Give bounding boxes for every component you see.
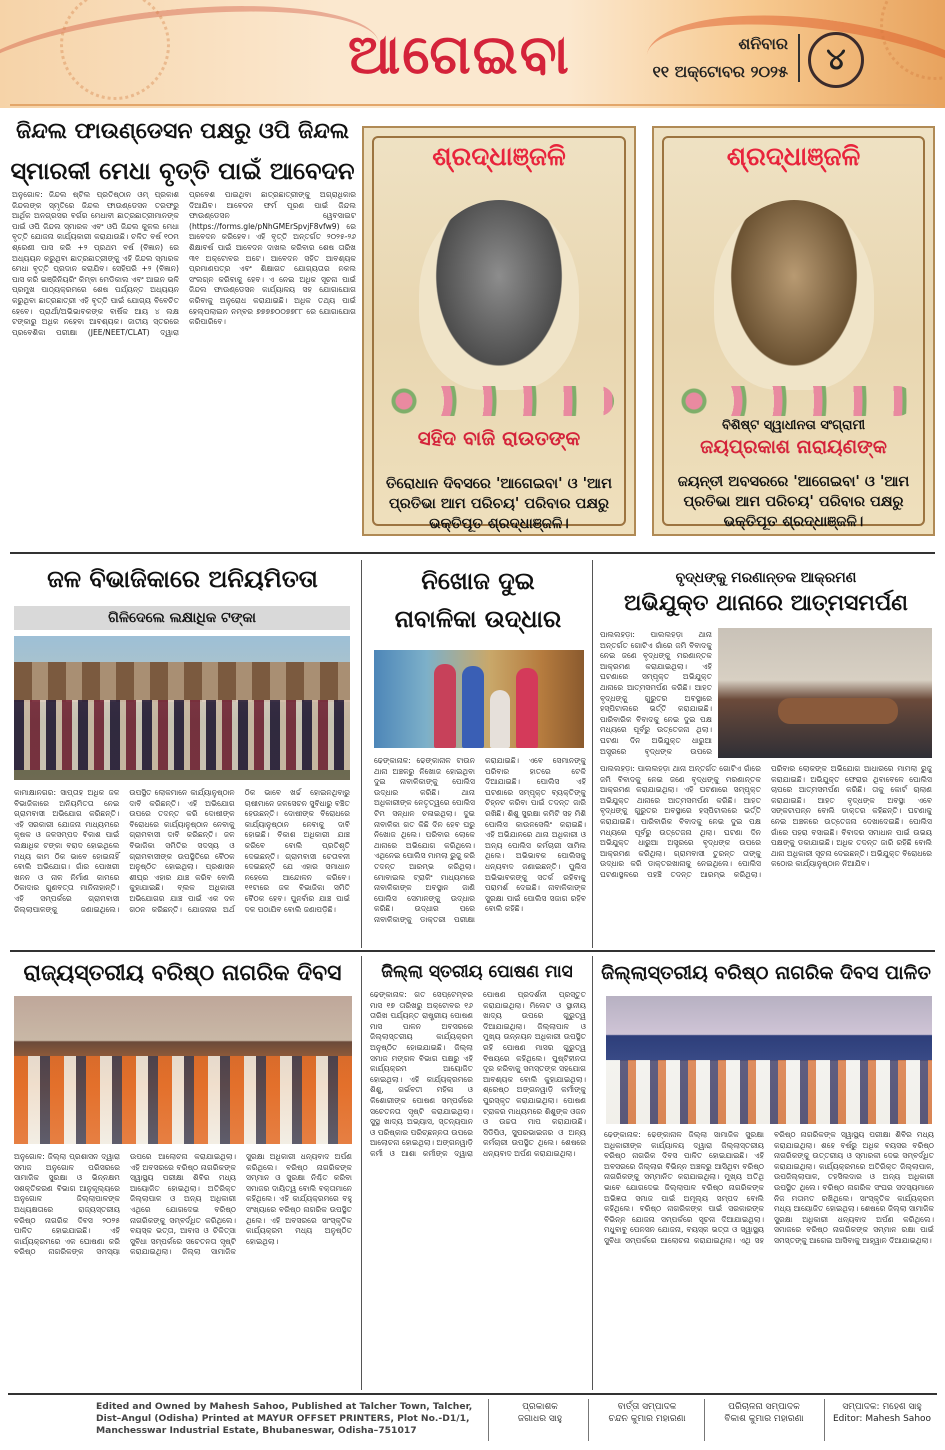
decorative-swirl (0, 0, 385, 108)
section-rule (10, 552, 935, 554)
tribute-name: ସହିଦ ବାଜି ରାଉତଙ୍କ (417, 426, 581, 450)
section-rule (10, 950, 935, 952)
tribute-ad-jp-narayan (652, 126, 935, 536)
tribute-subtitle: ବିଶିଷ୍ଟ ସ୍ୱାଧୀନତା ସଂଗ୍ରାମୀ (721, 418, 866, 433)
page-number-badge: ୪ (808, 32, 864, 88)
news-photo-senior-citizens-event (14, 996, 352, 1144)
article-kicker: ବୃଦ୍ଧଙ୍କୁ ମରଣାନ୍ତକ ଆକ୍ରମଣ (675, 570, 857, 586)
news-editor-credit (594, 1401, 700, 1425)
photo-building (14, 662, 350, 702)
credit-name: ସମ୍ପାଦକ: ମହେଶ ସାହୁ (842, 1402, 922, 1412)
article-body: କାମାକ୍ଷାନଗର: ସାପ୍ତାହ ଅଧିକ ଜଳ ବିଭାଜିକାରେ ଅନିୟମିତତା ନେଇ ଗ୍ରାମବାସୀ ଅଭିଯୋଗ କରିଛନ୍ତି। ଏହି ସରକାରୀ ଯୋଜନା ମାଧ୍ୟମରେ କୃଷକ ଓ ଜଳସମ୍ପଦ ବିକାଶ ପାଇଁ ଲକ୍ଷାଧିକ ଟଙ୍କା ବରାଦ ହୋଇଥିଲେ ମଧ୍ୟ କାମ ଠିକ ଭାବେ ହୋଇନାହିଁ ବୋଲି ଅଭିଯୋଗ। ଗାଁର ପୋଖରୀ ଖନନ ଓ ନାଳ ନିର୍ମାଣ କାମରେ ଠିକାଦାର ଗୁଣବତ୍ତା ମାନିନାହାନ୍ତି। ଏହି ସମ୍ପର୍କରେ ଗ୍ରାମବାସୀ ଜିଲ୍ଲାପାଳଙ୍କୁ ଜଣାଇଥିଲେ। ଉପସ୍ଥିତ ଲୋକମାନେ କାର୍ଯ୍ୟାନୁଷ୍ଠାନ ଦାବି କରିଛନ୍ତି। ଏହି ଅଭିଯୋଗ ଉପରେ ତଦନ୍ତ କରି ଦୋଷୀଙ୍କ ବିରୋଧରେ କାର୍ଯ୍ୟାନୁଷ୍ଠାନ ନେବାକୁ ଗ୍ରାମବାସୀ ଦାବି କରିଛନ୍ତି। ଜଳ ବିଭାଜିକା ସମିତିର ସଦସ୍ୟ ଓ ଗ୍ରାମବାସୀଙ୍କ ଉପସ୍ଥିତିରେ ବୈଠକ ଅନୁଷ୍ଠିତ ହୋଇଥିଲା। ପ୍ରଶାସନ ଶୀଘ୍ର ଏହାର ଯାଞ୍ଚ କରିବ ବୋଲି କୁହାଯାଇଛି। ବ୍ଲକ ଅଧିକାରୀ ଅଭିଯୋଗର ଯାଞ୍ଚ ପାଇଁ ଏକ ଦଳ ଗଠନ କରିଛନ୍ତି। ଯୋଜନାର ଅର୍ଥ ଠିକ ଭାବେ ଖର୍ଚ୍ଚ ହୋଇନଥିବାରୁ ଚାଷୀମାନେ ଜଳସେଚନ ସୁବିଧାରୁ ବଞ୍ଚିତ ହେଉଛନ୍ତି। ଦୋଷୀଙ୍କ ବିରୋଧରେ କାର୍ଯ୍ୟାନୁଷ୍ଠାନ ନେବାକୁ ଦାବି ହୋଇଛି। ବିକାଶ ଅଧିକାରୀ ଯାଞ୍ଚ କରିବେ ବୋଲି ପ୍ରତିଶୃତି ଦେଇଛନ୍ତି। ଗ୍ରାମବାସୀ ଚେତାବନୀ ଦେଇଛନ୍ତି ଯେ ଏହାର ସମାଧାନ ନହେଲେ ଆନ୍ଦୋଳନ କରିବେ। ୧୧ଟାରେ ଜଳ ବିଭାଜିକା ସମିତି ବୈଠକ ହେବ। ପୁନର୍ବାର ଯାଞ୍ଚ ପାଇଁ ଦଳ ପଠାଯିବ ବୋଲି ଜଣାପଡ଼ିଛି। (14, 788, 350, 914)
footer-divider (704, 1399, 705, 1441)
masthead-rule (10, 104, 935, 106)
article-headline: ରାଜ୍ୟସ୍ତରୀୟ ବରିଷ୍ଠ ନାଗରିକ ଦିବସ (23, 960, 342, 986)
column-rule (361, 956, 362, 1390)
credit-name: ଚନ୍ଦନ କୁମାର ମହାରଣା (608, 1414, 686, 1424)
article-headline (368, 566, 588, 634)
issue-day: ଶନିବାର (738, 34, 788, 53)
imprint-text (96, 1401, 476, 1437)
column-rule (592, 956, 593, 1390)
article-body: ପାଲଲହଡ଼ା: ପାଲଲହଡ଼ା ଥାନା ଅନ୍ତର୍ଗତ ଗୋଟିଏ ଗାଁରେ ଜମି ବିବାଦକୁ ନେଇ ଜଣେ ବୃଦ୍ଧଙ୍କୁ ମରଣାନ୍ତକ ଆକ୍ରମଣ କରାଯାଇଥିଲା। ଏହି ଘଟଣାରେ ସମ୍ପୃକ୍ତ ଅଭିଯୁକ୍ତ ଥାନାରେ ଆତ୍ମସମର୍ପଣ କରିଛି। ଆହତ ବୃଦ୍ଧଙ୍କୁ ଗୁରୁତର ଅବସ୍ଥାରେ ହସ୍ପିଟାଲରେ ଭର୍ତ୍ତି କରାଯାଇଛି। ପାରିବାରିକ ବିବାଦକୁ ନେଇ ଦୁଇ ପକ୍ଷ ମଧ୍ୟରେ ପୂର୍ବରୁ ଉତ୍ତେଜନା ଥିଲା। ଘଟଣା ଦିନ ଅଭିଯୁକ୍ତ ଧାରୁଆ ଅସ୍ତ୍ରରେ ବୃଦ୍ଧଙ୍କ ଉପରେ ଆକ୍ରମଣ କରିଥିଲା। ଗ୍ରାମବାସୀ ତୁରନ୍ତ ତାଙ୍କୁ ଉଦ୍ଧାର କରି ଡାକ୍ତରଖାନାକୁ ନେଇଥିଲେ। ପୋଲିସ ଘଟଣାସ୍ଥଳରେ ପହଞ୍ଚି ତଦନ୍ତ ଆରମ୍ଭ କରିଥିଲା। ପରିବାର ଲୋକଙ୍କ ଅଭିଯୋଗ ଆଧାରରେ ମାମଲା ରୁଜୁ କରାଯାଇଛି। ଅଭିଯୁକ୍ତ ଫେରାର ଥିବାବେଳେ ପୋଲିସ ଚାପରେ ଆତ୍ମସମର୍ପଣ କରିଛି। ତାକୁ କୋର୍ଟ ଚାଲାଣ କରାଯାଇଛି। ଆହତ ବୃଦ୍ଧଙ୍କ ଅବସ୍ଥା ଏବେ ସଙ୍କଟାପନ୍ନ ବୋଲି ଡାକ୍ତର କହିଛନ୍ତି। ଘଟଣାକୁ ନେଇ ଅଞ୍ଚଳରେ ଉତ୍ତେଜନା ଦେଖାଦେଇଛି। ପୋଲିସ ଗାଁରେ ପହରା ବସାଇଛି। ବିବାଦର ସମାଧାନ ପାଇଁ ଉଭୟ ପକ୍ଷଙ୍କୁ ଡକାଯାଇଛି। ଅଧିକ ତଦନ୍ତ ଜାରି ରହିଛି ବୋଲି ଥାନା ଅଧିକାରୀ ସୂଚନା ଦେଇଛନ୍ତି। ଅଭିଯୁକ୍ତ ବିରୋଧରେ କଠୋର କାର୍ଯ୍ୟାନୁଷ୍ଠାନ ନିଆଯିବ। (600, 764, 932, 879)
article-body: ଅନୁଗୋଳ: ଜିଲ୍ଲା ପ୍ରଶାସନ ଦ୍ୱାରା ସମାଜ ଅନୁଗୋଳ ପରିସରରେ ସାମାଜିକ ସୁରକ୍ଷା ଓ ଭିନ୍ନକ୍ଷମ ସଶକ୍ତିକରଣ ବିଭାଗ ଆନୁକୂଲ୍ୟରେ ଅନୁଗୋଳ ଜିଲ୍ଲାପାଳଙ୍କ ଅଧ୍ୟକ୍ଷତାରେ ରାଜ୍ୟସ୍ତରୀୟ ବରିଷ୍ଠ ନାଗରିକ ଦିବସ ୨୦୨୫ ପାଳିତ ହୋଇଯାଇଛି। ଏହି କାର୍ଯ୍ୟକ୍ରମରେ ଏକ ଘୋଷଣା କରି ବରିଷ୍ଠ ନାଗରିକଙ୍କ ସମସ୍ୟା ଉପରେ ଆଲୋଚନା କରାଯାଇଥିଲା। ଏହି ଅବସରରେ ବରିଷ୍ଠ ନାଗରିକଙ୍କ ସ୍ୱାସ୍ଥ୍ୟ ପରୀକ୍ଷା ଶିବିର ମଧ୍ୟ ଆୟୋଜିତ ହୋଇଥିଲା। ଅତିରିକ୍ତ ଜିଲ୍ଲାପାଳ ଓ ଅନ୍ୟ ଅଧିକାରୀ ଏଥିରେ ଯୋଗଦେଇ ବରିଷ୍ଠ ନାଗରିକଙ୍କୁ ସମ୍ବର୍ଦ୍ଧିତ କରିଥିଲେ। ବୟସ୍କ ଭତ୍ତା, ଆବାସ ଓ ଚିକିତ୍ସା ସୁବିଧା ସମ୍ପର୍କରେ ସଚେତନତା ସୃଷ୍ଟି କରାଯାଇଥିଲା। ଜିଲ୍ଲା ସାମାଜିକ ସୁରକ୍ଷା ଅଧିକାରୀ ଧନ୍ୟବାଦ ଅର୍ପଣ କରିଥିଲେ। ବରିଷ୍ଠ ନାଗରିକଙ୍କ ସମ୍ମାନ ଓ ସୁରକ୍ଷା ନିଶ୍ଚିତ କରିବା ସମାଜର ଦାୟିତ୍ୱ ବୋଲି ବକ୍ତାମାନେ କହିଥିଲେ। ଏହି କାର୍ଯ୍ୟକ୍ରମରେ ବହୁ ସଂଖ୍ୟାରେ ବରିଷ୍ଠ ନାଗରିକ ଉପସ୍ଥିତ ଥିଲେ। ଏହି ଅବସରରେ ସାଂସ୍କୃତିକ କାର୍ଯ୍ୟକ୍ରମ ମଧ୍ୟ ଅନୁଷ୍ଠିତ ହୋଇଥିଲା। (14, 1152, 352, 1257)
article-headline: ଜିଲ୍ଲାସ୍ତରୀୟ ବରିଷ୍ଠ ନାଗରିକ ଦିବସ ପାଳିତ (601, 962, 931, 984)
news-photo-villagers (14, 636, 350, 780)
headline-line: ଜିନ୍ଦଲ ଫାଉଣ୍ଡେସନ ପକ୍ଷରୁ ଓପି ଜିନ୍ଦଲ (16, 118, 349, 144)
managing-editor-credit (708, 1401, 820, 1425)
credit-name: ବିକାଶ କୁମାର ମହାରଣା (724, 1414, 804, 1424)
imprint-line: Edited and Owned by Mahesh Sahoo, Published at Talcher Town, Talcher, (96, 1401, 473, 1412)
footer-divider (488, 1399, 489, 1441)
credit-name: Editor: Mahesh Sahoo (832, 1414, 932, 1424)
newspaper-title: ଆଗେଇବା (348, 22, 571, 86)
tribute-title: ଶ୍ରଦ୍ଧାଞ୍ଜଳି (726, 142, 861, 172)
article-headline: ଅଭିଯୁକ୍ତ ଥାନାରେ ଆତ୍ମସମର୍ପଣ (624, 590, 908, 616)
publisher-credit (496, 1401, 584, 1425)
article-subheadline: ଗିଳିଦେଲେ ଲକ୍ଷାଧିକ ଟଙ୍କା (14, 606, 350, 630)
photo-patient (778, 698, 898, 724)
masthead (0, 0, 945, 108)
news-photo-rescued-girls (374, 650, 584, 748)
imprint-line: Dist–Angul (Odisha) Printed at MAYUR OFFSET PRINTERS, Plot No.-D1/1, (96, 1413, 470, 1424)
flower-garland-decoration (674, 386, 913, 416)
tribute-message: ତିରୋଧାନ ଦିବସରେ 'ଆଗେଇବା' ଓ 'ଆମ ପ୍ରତିଭା ଆମ ପରିଚୟ' ପରିବାର ପକ୍ଷରୁ ଭକ୍ତିପୂତ ଶ୍ରଦ୍ଧାଞ୍ଜଳି। (386, 475, 612, 532)
article-headline: ଜିଲ୍ଲା ସ୍ତରୀୟ ପୋଷଣ ମାସ (381, 962, 573, 982)
credit-label: ପରିଚାଳନା ସମ୍ପାଦକ (728, 1402, 800, 1412)
flower-garland-decoration (384, 386, 614, 416)
article-body-intro: ପାଲଲହଡ଼ା: ପାଲଲହଡ଼ା ଥାନା ଅନ୍ତର୍ଗତ ଗୋଟିଏ ଗାଁରେ ଜମି ବିବାଦକୁ ନେଇ ଜଣେ ବୃଦ୍ଧଙ୍କୁ ମରଣାନ୍ତକ ଆକ୍ରମଣ କରାଯାଇଥିଲା। ଏହି ଘଟଣାରେ ସମ୍ପୃକ୍ତ ଅଭିଯୁକ୍ତ ଥାନାରେ ଆତ୍ମସମର୍ପଣ କରିଛି। ଆହତ ବୃଦ୍ଧଙ୍କୁ ଗୁରୁତର ଅବସ୍ଥାରେ ହସ୍ପିଟାଲରେ ଭର୍ତ୍ତି କରାଯାଇଛି। ପାରିବାରିକ ବିବାଦକୁ ନେଇ ଦୁଇ ପକ୍ଷ ମଧ୍ୟରେ ପୂର୍ବରୁ ଉତ୍ତେଜନା ଥିଲା। ଘଟଣା ଦିନ ଅଭିଯୁକ୍ତ ଧାରୁଆ ଅସ୍ତ୍ରରେ ବୃଦ୍ଧଙ୍କ ଉପରେ (600, 630, 712, 756)
editor-credit (828, 1401, 936, 1425)
credit-name: ଜଗାଧର ସାହୁ (517, 1414, 563, 1424)
column-rule (592, 560, 593, 948)
masthead-divider (798, 34, 800, 82)
photo-person (490, 690, 510, 748)
column-rule (361, 560, 362, 948)
tribute-message: ଜୟନ୍ତୀ ଅବସରରେ 'ଆଗେଇବା' ଓ 'ଆମ ପ୍ରତିଭା ଆମ ପରିଚୟ' ପରିବାର ପକ୍ଷରୁ ଭକ୍ତିପୂତ ଶ୍ରଦ୍ଧାଞ୍ଜଳି। (677, 473, 910, 530)
article-headline: ଜଳ ବିଭାଜିକାରେ ଅନିୟମିତତା (47, 564, 318, 593)
photo-person (462, 666, 484, 748)
headline-line: ନାବାଳିକା ଉଦ୍ଧାର (394, 604, 562, 633)
footer-divider (824, 1399, 825, 1441)
news-photo-hospital (718, 628, 932, 758)
photo-person (516, 668, 538, 748)
article-body: ଅନୁଗୋଳ: ଜିନ୍ଦଲ ଷ୍ଟିଲ ପ୍ରତିଷ୍ଠାନ ଓମ୍ ପ୍ରକାଶ ଜିନ୍ଦଲଙ୍କ ସ୍ମୃତିରେ ଜିନ୍ଦଲ ଫାଉଣ୍ଡେସନ ତରଫରୁ ଆର୍ଥିକ ଅନଗ୍ରସର ବର୍ଗର ମେଧାବୀ ଛାତ୍ରଛାତ୍ରୀମାନଙ୍କ ପାଇଁ ଓପି ଜିନ୍ଦଲ ସ୍ମାରକ ଏବଂ ଓପି ଜିନ୍ଦଲ କୁଳଲ ମେଧା ବୃତ୍ତି ଯୋଜନା କାର୍ଯ୍ୟକାରୀ କରାଯାଉଛି। ଚଳିତ ବର୍ଷ ୧୦ମ ଶ୍ରେଣୀ ପାସ କରି +୨ ପ୍ରଥମ ବର୍ଷ (ବିଜ୍ଞାନ) ରେ ଅଧ୍ୟୟନ କରୁଥିବା ଛାତ୍ରଛାତ୍ରୀଙ୍କୁ ଏହି ଜିନ୍ଦଲ ସ୍ମାରକ ମେଧା ବୃତ୍ତି ପ୍ରଦାନ କରାଯିବ। ସେହିପରି +୨ (ବିଜ୍ଞାନ) ପାସ କରି ଇଞ୍ଜିନିୟରିଂ କିମ୍ବା ମେଡିକାଲ ଏବଂ ଆଇନ ଭଳି ପ୍ରମୁଖ ପାଠ୍ୟକ୍ରମରେ ଶେଷ ପର୍ଯ୍ୟନ୍ତ ଅଧ୍ୟୟନ କରୁଥିବା ଛାତ୍ରଛାତ୍ରୀ ଏହି ବୃତ୍ତି ପାଇଁ ଯୋଗ୍ୟ ବିବେଚିତ ହେବେ। ପ୍ରାର୍ଥୀ/ଅଭିଭାବକଙ୍କ ବାର୍ଷିକ ଆୟ ୪ ଲକ୍ଷ ଟଙ୍କାରୁ ଅଧିକ ନହେବା ଆବଶ୍ୟକ। ଜାତୀୟ ସ୍ତରରେ ପ୍ରବେଶିକା ପରୀକ୍ଷା (JEE/NEET/CLAT) ଦ୍ୱାରା ପ୍ରବେଶ ପାଇଥିବା ଛାତ୍ରଛାତ୍ରୀଙ୍କୁ ଅଗ୍ରାଧିକାର ଦିଆଯିବ। ଆବେଦନ ଫର୍ମ ପୂରଣ ପାଇଁ ଜିନ୍ଦଲ ଫାଉଣ୍ଡେସନ ୱେବସାଇଟ (https://forms.gle/pNhGMErSpvjF8vfw9) ରେ ଆବେଦନ କରିହେବ। ଏହି ବୃତ୍ତି ଅନ୍ତର୍ଗତ ୨୦୨୫-୨୬ ଶିକ୍ଷାବର୍ଷ ପାଇଁ ଆବେଦନ ଦାଖଲ କରିବାର ଶେଷ ତାରିଖ ୩୧ ଅକ୍ଟୋବର ଅଟେ। ଆବେଦନ ସହିତ ଆବଶ୍ୟକ ପ୍ରମାଣପତ୍ର ଏବଂ ଶିକ୍ଷାଗତ ଯୋଗ୍ୟତାର ନକଲ ସଂଲଗ୍ନ କରିବାକୁ ହେବ। ଏ ନେଇ ଅଧିକ ସୂଚନା ପାଇଁ ଜିନ୍ଦଲ ଫାଉଣ୍ଡେସନ କାର୍ଯ୍ୟାଳୟ ସହ ଯୋଗାଯୋଗ କରିବାକୁ ଅନୁରୋଧ କରାଯାଇଛି। ଅଧିକ ତଥ୍ୟ ପାଇଁ ହେଲ୍ପଲାଇନ ନମ୍ବର ୭୭୭୭୦୦୭୭୮୮ ରେ ଯୋଗାଯୋଗ କରିପାରିବେ। (12, 190, 356, 337)
headline-line: ନିଖୋଜ ଦୁଇ (421, 566, 535, 595)
tribute-ad-baji-rout (362, 126, 636, 536)
photo-crowd (14, 700, 350, 770)
portrait-photo (714, 200, 874, 390)
footer-divider (588, 1399, 589, 1441)
portrait-photo (419, 200, 579, 390)
credit-label: ବାର୍ତ୍ତା ସମ୍ପାଦକ (617, 1402, 677, 1412)
tribute-name: ଜୟପ୍ରକାଶ ନାରାୟଣଙ୍କ (700, 436, 887, 458)
article-body: ଢେଙ୍କାନାଳ: ଢେଙ୍କାନାଳ ଟାଉନ ଥାନା ଅଞ୍ଚଳରୁ ନିଖୋଜ ହୋଇଥିବା ଦୁଇ ନାବାଳିକାଙ୍କୁ ପୋଲିସ ଉଦ୍ଧାର କରିଛି। ଥାନା ଅଧିକାରୀଙ୍କ ନେତୃତ୍ୱରେ ପୋଲିସ ଟିମ ସନ୍ଧାନ ଚଳାଇଥିଲା। ଦୁଇ ନାବାଳିକା ଗତ କିଛି ଦିନ ହେବ ଘରୁ ନିଖୋଜ ଥିଲେ। ପରିବାର ଲୋକେ ଥାନାରେ ଅଭିଯୋଗ କରିଥିଲେ। ଏଥିନେଇ ପୋଲିସ ମାମଲା ରୁଜୁ କରି ତଦନ୍ତ ଆରମ୍ଭ କରିଥିଲା। ମୋବାଇଲ ଟ୍ରାକିଂ ମାଧ୍ୟମରେ ନାବାଳିକାଙ୍କ ଅବସ୍ଥାନ ଜାଣି ପୋଲିସ ସେମାନଙ୍କୁ ଉଦ୍ଧାର କରିଛି। ଉଦ୍ଧାର ପରେ ନାବାଳିକାଙ୍କୁ ଡାକ୍ତରୀ ପରୀକ୍ଷା କରାଯାଇଛି। ଏବେ ସେମାନଙ୍କୁ ପରିବାର ହାତରେ ଟେକି ଦିଆଯାଇଛି। ପୋଲିସ ଏହି ଘଟଣାରେ ସମ୍ପୃକ୍ତ ବ୍ୟକ୍ତିଙ୍କୁ ଚିହ୍ନଟ କରିବା ପାଇଁ ତଦନ୍ତ ଜାରି ରଖିଛି। ଶିଶୁ ସୁରକ୍ଷା କମିଟି ସହ ମିଶି ପୋଲିସ କାଉନସେଲିଂ କରାଇଛି। ଏହି ଅଭିଯାନରେ ଥାନା ଅଧିକାରୀ ଓ ଅନ୍ୟ ପୋଲିସ କର୍ମଚାରୀ ସାମିଲ ଥିଲେ। ଅଭିଭାବକ ପୋଲିସକୁ ଧନ୍ୟବାଦ ଜଣାଇଛନ୍ତି। ପୁଲିସ ଅଭିଭାବକଙ୍କୁ ସତର୍କ ରହିବାକୁ ପରାମର୍ଶ ଦେଇଛି। ନାବାଳିକାଙ୍କ ସୁରକ୍ଷା ପାଇଁ ପୋଲିସ ସଜାଗ ରହିବ ବୋଲି କହିଛି। (374, 756, 586, 924)
imprint-line: Manchesswar Industrial Estate, Bhubaneswar, Odisha–751017 (96, 1425, 417, 1436)
photo-crowd (14, 1056, 352, 1144)
article-body: ଢେଙ୍କାନାଳ: ଗତ ସେପ୍ଟେମ୍ବର ମାସ ୧୭ ତାରିଖରୁ ଅକ୍ଟୋବର ୧୬ ତାରିଖ ପର୍ଯ୍ୟନ୍ତ ରାଷ୍ଟ୍ରୀୟ ପୋଷଣ ମାସ ପାଳନ ଅବସରରେ ଜିଲ୍ଲାସ୍ତରୀୟ କାର୍ଯ୍ୟକ୍ରମ ଅନୁଷ୍ଠିତ ହୋଇଯାଇଛି। ଜିଲ୍ଲା ସମାଜ ମଙ୍ଗଳ ବିଭାଗ ପକ୍ଷରୁ ଏହି କାର୍ଯ୍ୟକ୍ରମ ଆୟୋଜିତ ହୋଇଥିଲା। ଏହି କାର୍ଯ୍ୟକ୍ରମରେ ଶିଶୁ, ଗର୍ଭବତୀ ମହିଳା ଓ କିଶୋରୀଙ୍କ ପୋଷଣ ସମ୍ପର୍କରେ ସଚେତନତା ସୃଷ୍ଟି କରାଯାଇଥିଲା। ସୁସ୍ଥ ଖାଦ୍ୟ ଅଭ୍ୟାସ, ସ୍ତନ୍ୟପାନ ଓ ପରିଷ୍କାର ପରିଚ୍ଛନ୍ନତା ଉପରେ ଆଲୋଚନା ହୋଇଥିଲା। ଅଙ୍ଗନୱାଡ଼ି କର୍ମୀ ଓ ଆଶା କର୍ମୀଙ୍କ ଦ୍ୱାରା ପୋଷଣ ପ୍ରଦର୍ଶନୀ ପ୍ରସ୍ତୁତ କରାଯାଇଥିଲା। ମିଲେଟ ଓ ସ୍ଥାନୀୟ ଖାଦ୍ୟ ଉପରେ ଗୁରୁତ୍ୱ ଦିଆଯାଇଥିଲା। ଜିଲ୍ଲାପାଳ ଓ ମୁଖ୍ୟ ଉନ୍ନୟନ ଅଧିକାରୀ ଉପସ୍ଥିତ ରହି ପୋଷଣ ମାସର ଗୁରୁତ୍ୱ ବିଷୟରେ କହିଥିଲେ। ପୁଷ୍ଟିହୀନତା ଦୂର କରିବାକୁ ସମସ୍ତଙ୍କ ସହଯୋଗ ଆବଶ୍ୟକ ବୋଲି କୁହାଯାଇଥିଲା। ଶ୍ରେଷ୍ଠ ଅଙ୍ଗନୱାଡ଼ି କର୍ମୀଙ୍କୁ ପୁରସ୍କୃତ କରାଯାଇଥିଲା। ପୋଷଣ ଟ୍ରାକର ମାଧ୍ୟମରେ ଶିଶୁଙ୍କ ଓଜନ ଓ ଉଚ୍ଚତା ମାପ କରାଯାଉଛି। ସିଡିପିଓ, ସୁପରଭାଇଜର ଓ ଅନ୍ୟ କର୍ମଚାରୀ ଉପସ୍ଥିତ ଥିଲେ। ଶେଷରେ ଧନ୍ୟବାଦ ଅର୍ପଣ କରାଯାଇଥିଲା। (370, 990, 586, 1158)
news-photo-district-event (606, 996, 932, 1124)
tribute-title: ଶ୍ରଦ୍ଧାଞ୍ଜଳି (432, 142, 566, 172)
imprint-footer (8, 1393, 937, 1443)
issue-date: ୧୧ ଅକ୍ଟୋବର ୨୦୨୫ (652, 62, 788, 81)
photo-crowd (606, 1060, 932, 1124)
article-headline (10, 118, 355, 186)
article-body: ଢେଙ୍କାନାଳ: ଢେଙ୍କାନାଳ ଜିଲ୍ଲା ସାମାଜିକ ସୁରକ୍ଷା ଅଧିକାରୀଙ୍କ କାର୍ଯ୍ୟାଳୟ ଦ୍ୱାରା ଜିଲ୍ଲାସ୍ତରୀୟ ବରିଷ୍ଠ ନାଗରିକ ଦିବସ ପାଳିତ ହୋଇଯାଇଛି। ଏହି ଅବସରରେ ଜିଲ୍ଲାର ବିଭିନ୍ନ ଅଞ୍ଚଳରୁ ଆସିଥିବା ବରିଷ୍ଠ ନାଗରିକଙ୍କୁ ସମ୍ମାନିତ କରାଯାଇଥିଲା। ମୁଖ୍ୟ ଅତିଥି ଭାବେ ଯୋଗଦେଇ ଜିଲ୍ଲାପାଳ ବରିଷ୍ଠ ନାଗରିକଙ୍କ ଅଭିଜ୍ଞତା ସମାଜ ପାଇଁ ଅମୂଲ୍ୟ ସମ୍ପଦ ବୋଲି କହିଥିଲେ। ବରିଷ୍ଠ ନାଗରିକଙ୍କ ପାଇଁ ସରକାରଙ୍କ ବିଭିନ୍ନ ଯୋଜନା ସମ୍ପର୍କରେ ସୂଚନା ଦିଆଯାଇଥିଲା। ମଧୁବାବୁ ପେନସନ ଯୋଜନା, ବୟସ୍କ ଭତ୍ତା ଓ ସ୍ୱାସ୍ଥ୍ୟ ସୁବିଧା ସମ୍ପର୍କରେ ଆଲୋଚନା କରାଯାଇଥିଲା। ଏଥି ସହ ବରିଷ୍ଠ ନାଗରିକଙ୍କ ସ୍ୱାସ୍ଥ୍ୟ ପରୀକ୍ଷା ଶିବିର ମଧ୍ୟ କରାଯାଇଥିଲା। ଶହେ ବର୍ଷରୁ ଅଧିକ ବୟସର ବରିଷ୍ଠ ନାଗରିକଙ୍କୁ ଉତ୍ତରୀୟ ଓ ସ୍ମାରକୀ ଦେଇ ସମ୍ବର୍ଦ୍ଧିତ କରାଯାଇଥିଲା। କାର୍ଯ୍ୟକ୍ରମରେ ଅତିରିକ୍ତ ଜିଲ୍ଲାପାଳ, ଉପଜିଲ୍ଲାପାଳ, ତହସିଲଦାର ଓ ଅନ୍ୟ ଅଧିକାରୀ ଉପସ୍ଥିତ ଥିଲେ। ବରିଷ୍ଠ ନାଗରିକ ସଂଘର ସଦସ୍ୟମାନେ ନିଜ ମତାମତ ରଖିଥିଲେ। ସାଂସ୍କୃତିକ କାର୍ଯ୍ୟକ୍ରମ ମଧ୍ୟ ଆୟୋଜିତ ହୋଇଥିଲା। ଶେଷରେ ଜିଲ୍ଲା ସାମାଜିକ ସୁରକ୍ଷା ଅଧିକାରୀ ଧନ୍ୟବାଦ ଅର୍ପଣ କରିଥିଲେ। ସମାଜରେ ବରିଷ୍ଠ ନାଗରିକଙ୍କ ସମ୍ମାନ ରକ୍ଷା ପାଇଁ ସମସ୍ତଙ୍କୁ ଆଗେଇ ଆସିବାକୁ ଆହ୍ୱାନ ଦିଆଯାଇଥିଲା। (604, 1130, 934, 1245)
headline-line: ସ୍ମାରକୀ ମେଧା ବୃତ୍ତି ପାଇଁ ଆବେଦନ (10, 155, 355, 185)
credit-label: ପ୍ରକାଶକ (522, 1402, 558, 1412)
photo-person (434, 664, 456, 748)
